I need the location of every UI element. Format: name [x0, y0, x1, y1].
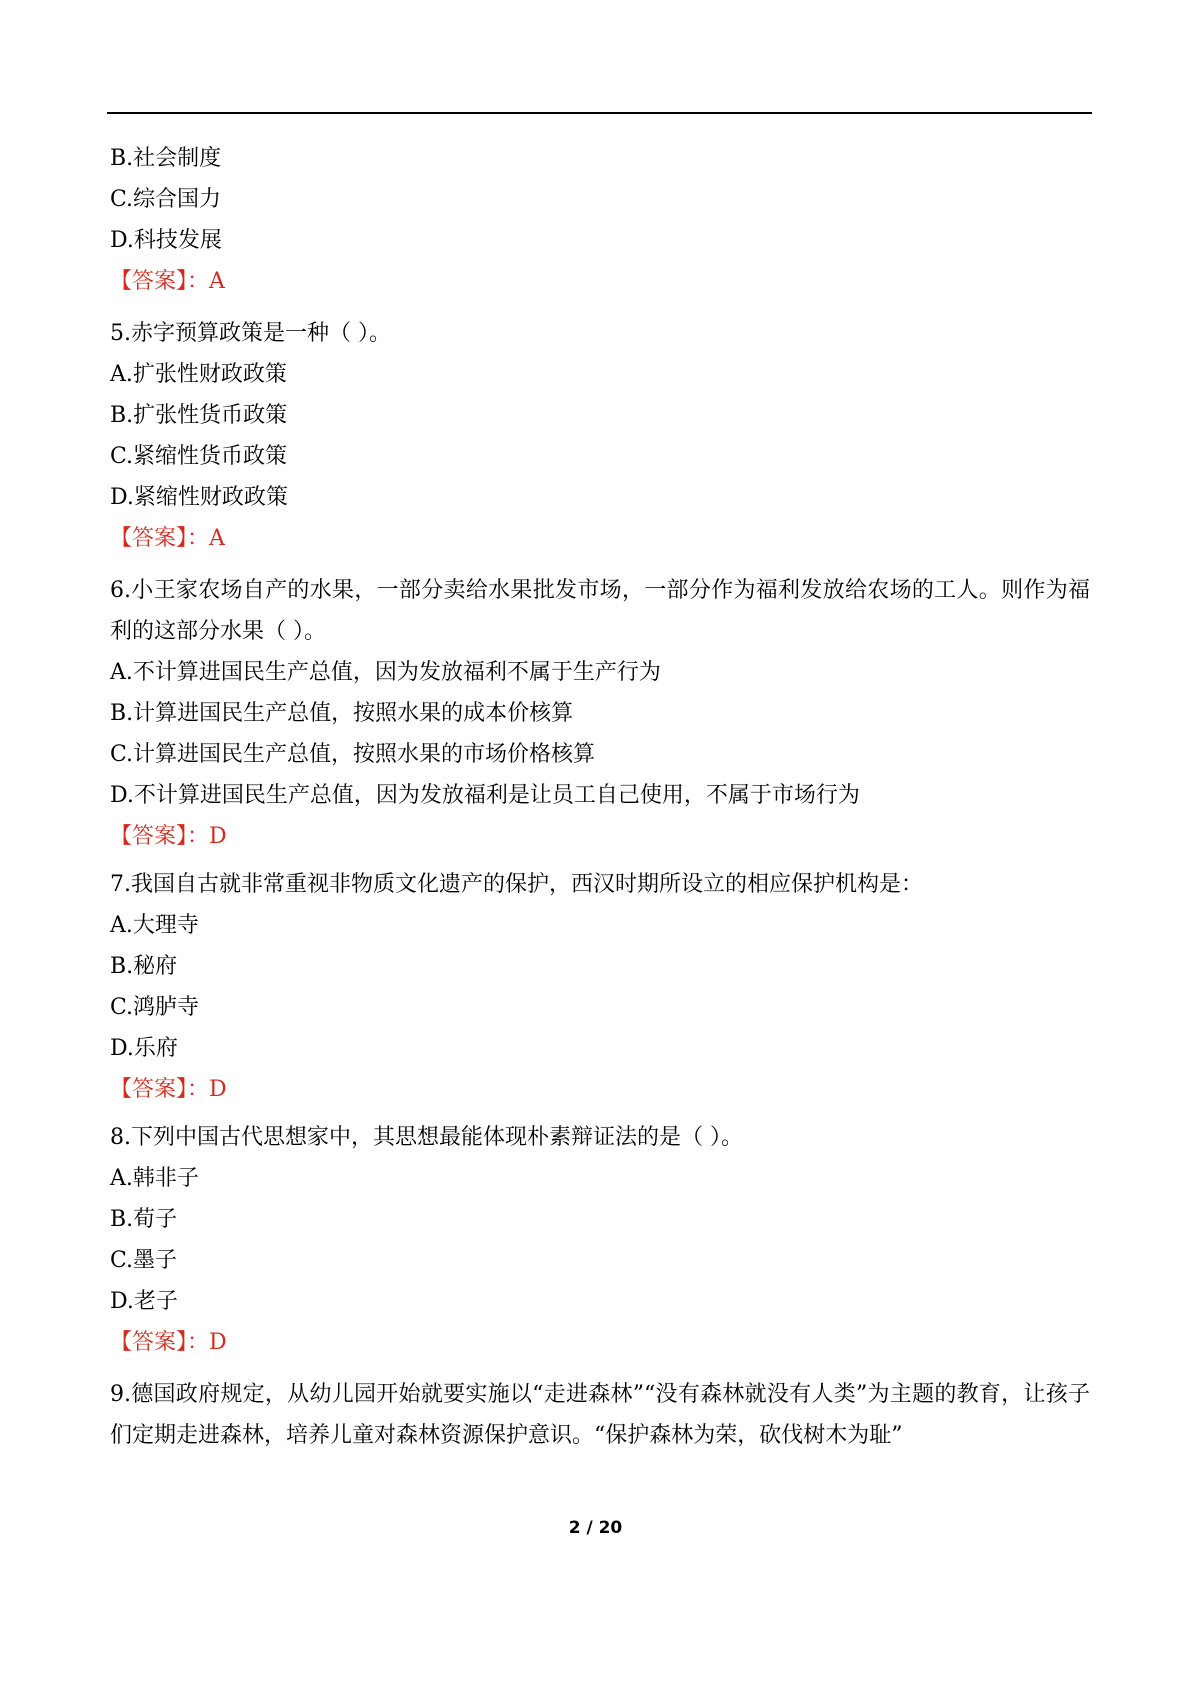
question-8-block — [110, 1117, 1090, 1363]
option-4-c: C.综合国力 — [110, 187, 222, 212]
question-7-text: 7.我国自古就非常重视非物质文化遗产的保护，西汉时期所设立的相应保护机构是： — [110, 872, 923, 897]
option-5-a: A.扩张性财政政策 — [110, 362, 287, 387]
option-7-a: A.大理寺 — [110, 913, 199, 938]
question-6-block — [110, 570, 1090, 857]
page-number: 2 / 20 — [568, 1518, 623, 1538]
question-8-text: 8.下列中国古代思想家中，其思想最能体现朴素辩证法的是（ ）。 — [110, 1125, 743, 1150]
answer-6 — [110, 816, 1090, 857]
question-6-text: 6.小王家农场自产的水果，一部分卖给水果批发市场，一部分作为福利发放给农场的工人。则作为福利的这部分水果（ ）。 — [110, 578, 1090, 644]
option-5-c: C.紧缩性货币政策 — [110, 444, 288, 469]
question-4-block — [110, 138, 1090, 302]
document-body — [110, 138, 1090, 1456]
answer-5 — [110, 518, 1090, 559]
option-5-b: B.扩张性货币政策 — [110, 403, 288, 428]
answer-4 — [110, 261, 1090, 302]
answer-label: 【答案】： — [110, 1077, 210, 1102]
header-rule — [107, 112, 1092, 114]
answer-label: 【答案】： — [110, 824, 210, 849]
question-9-text: 9.德国政府规定，从幼儿园开始就要实施以“走进森林”“没有森林就没有人类”为主题的教育，让孩子们定期走进森林，培养儿童对森林资源保护意识。“保护森林为荣，砍伐树木为耻” — [110, 1382, 1090, 1448]
question-5-text: 5.赤字预算政策是一种（ ）。 — [110, 321, 391, 346]
option-7-c: C.鸿胪寺 — [110, 995, 200, 1020]
answer-value: A — [209, 526, 225, 551]
option-7-b: B.秘府 — [110, 954, 178, 979]
option-6-c: C.计算进国民生产总值，按照水果的市场价格核算 — [110, 742, 596, 767]
option-8-d: D.老子 — [110, 1289, 178, 1314]
answer-value: A — [209, 269, 225, 294]
answer-label: 【答案】： — [110, 1330, 210, 1355]
option-8-b: B.荀子 — [110, 1207, 178, 1232]
answer-value: D — [209, 1077, 227, 1102]
answer-label: 【答案】： — [110, 269, 210, 294]
option-8-a: A.韩非子 — [110, 1166, 199, 1191]
question-7-block — [110, 864, 1090, 1110]
answer-label: 【答案】： — [110, 526, 210, 551]
option-7-d: D.乐府 — [110, 1036, 178, 1061]
answer-value: D — [209, 1330, 227, 1355]
option-5-d: D.紧缩性财政政策 — [110, 485, 288, 510]
option-8-c: C.墨子 — [110, 1248, 178, 1273]
question-9-block — [110, 1374, 1090, 1456]
option-6-b: B.计算进国民生产总值，按照水果的成本价核算 — [110, 701, 574, 726]
option-4-d: D.科技发展 — [110, 228, 222, 253]
answer-8 — [110, 1322, 1090, 1363]
option-4-b: B.社会制度 — [110, 146, 222, 171]
answer-7 — [110, 1069, 1090, 1110]
option-6-a: A.不计算进国民生产总值，因为发放福利不属于生产行为 — [110, 660, 661, 685]
question-5-block — [110, 313, 1090, 559]
option-6-d: D.不计算进国民生产总值，因为发放福利是让员工自己使用，不属于市场行为 — [110, 783, 860, 808]
answer-value: D — [209, 824, 227, 849]
